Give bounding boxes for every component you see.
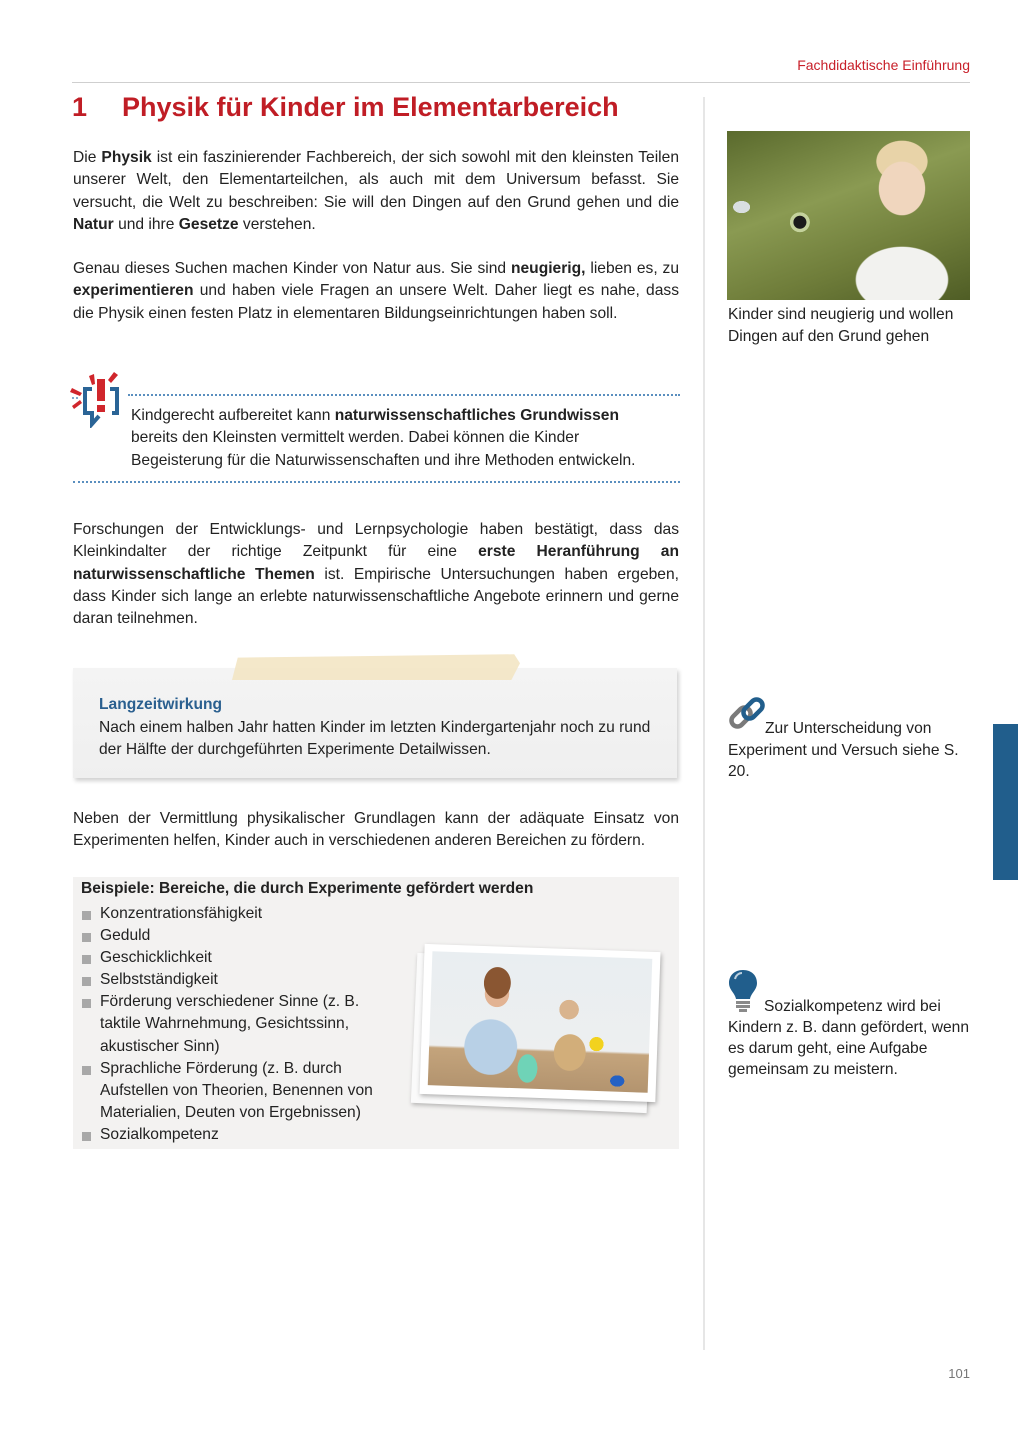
list-item-text: Konzentrationsfähigkeit xyxy=(100,905,263,922)
square-bullet-icon xyxy=(82,1132,91,1141)
header-rule xyxy=(72,82,970,83)
square-bullet-icon xyxy=(82,911,91,920)
list-item xyxy=(81,991,380,1057)
intro-paragraph xyxy=(73,147,679,236)
chapter-title xyxy=(72,92,619,123)
text-run: Genau dieses Suchen machen Kinder von Natur aus. Sie sind xyxy=(73,260,511,277)
tip-note: Sozialkompetenz wird bei Kindern z. B. dann gefördert, wenn es darum geht, eine Aufgabe gemeinsam zu meistern. xyxy=(728,998,969,1078)
examples-list xyxy=(81,903,401,1146)
square-bullet-icon xyxy=(82,999,91,1008)
list-item xyxy=(81,1124,401,1146)
bold-term: Physik xyxy=(101,149,152,166)
page-number: 101 xyxy=(948,1366,970,1381)
list-item-text: Förderung verschiedener Sinne (z. B. taktile Wahrnehmung, Gesichtssinn, akustischer Sinn) xyxy=(100,993,360,1055)
text-run: Kindgerecht aufbereitet kann xyxy=(131,407,335,424)
list-item-text: Selbstständigkeit xyxy=(100,971,218,989)
exclamation-speech-icon xyxy=(68,366,134,428)
longterm-text: Nach einem halben Jahr hatten Kinder im letzten Kindergartenjahr noch zu rund der Hälfte der durchgeführten Experimente Detailwissen. xyxy=(99,719,651,759)
benefits-paragraph xyxy=(73,808,679,853)
notice-text xyxy=(131,405,663,472)
notice-top-rule xyxy=(128,394,680,396)
list-item-text: Sprachliche Förderung (z. B. durch Aufstellen von Theorien, Benennen von Materialien, Deuten von Ergebnissen) xyxy=(100,1059,373,1121)
bold-term: erste Heranführung an naturwissenschaftliche Themen xyxy=(73,543,679,583)
bold-term: Gesetze xyxy=(178,215,239,233)
list-item xyxy=(81,925,401,947)
text-run: und ihre xyxy=(113,215,179,233)
square-bullet-icon xyxy=(82,1066,91,1075)
photo-front-print xyxy=(419,944,660,1102)
running-head: Fachdidaktische Einführung xyxy=(797,57,970,73)
bold-term: neugierig, xyxy=(510,260,586,277)
chapter-title-text: Physik für Kinder im Elementarbereich xyxy=(122,92,619,122)
photo-caption: Kinder sind neugierig und wollen Dingen auf den Grund gehen xyxy=(728,306,954,345)
text-run: ist ein faszinierender Fachbereich, der sich sowohl mit den kleinsten Teilen unserer Welt, den Elementarteilchen, als auch mit dem Universum befasst. Sie versucht, die Welt zu beschreiben: Sie will den Dingen auf den Grund gehen und die xyxy=(73,149,679,211)
text-run: Forschungen der Entwicklungs- und Lernpsychologie haben bestätigt, dass das Kleinkindalter der richtige Zeitpunkt für eine xyxy=(73,521,679,561)
text-run: lieben es, zu xyxy=(585,260,679,277)
text-run: Die xyxy=(73,149,102,166)
child-magnifier-photo xyxy=(727,131,970,300)
list-item xyxy=(81,969,401,991)
text-run: und haben viele Fragen an unsere Welt. Daher liegt es nahe, dass die Physik einen festen Platz in elementaren Bildungseinrichtungen haben soll. xyxy=(73,282,679,322)
list-item xyxy=(81,947,401,969)
longterm-title: Langzeitwirkung xyxy=(99,696,223,713)
bold-term: Natur xyxy=(73,215,114,233)
bold-term: experimentieren xyxy=(73,282,194,300)
text-run: ist. Empirische Untersuchungen haben ergeben, dass Kinder sich lange an erlebte naturwissenschaftliche Angebote erinnern und gerne daran teilnehmen. xyxy=(73,565,679,628)
text-run: verstehen. xyxy=(238,215,316,233)
examples-title: Beispiele: Bereiche, die durch Experimente gefördert werden xyxy=(81,880,534,897)
bold-term: naturwissenschaftliches Grundwissen xyxy=(334,407,619,424)
experiment-photo xyxy=(418,948,666,1108)
research-paragraph xyxy=(73,519,679,630)
curiosity-paragraph xyxy=(73,258,679,325)
column-divider xyxy=(703,97,705,1350)
text-run: bereits den Kleinsten vermittelt werden. Dabei können die Kinder Begeisterung für die Naturwissenschaften und ihre Methoden entwickeln. xyxy=(131,429,636,469)
text-run: Neben der Vermittlung physikalischer Grundlagen kann der adäquate Einsatz von Experimenten helfen, Kinder auch in verschiedenen anderen Bereichen zu fördern. xyxy=(73,810,679,850)
list-item xyxy=(81,903,401,925)
chapter-tab-marker xyxy=(993,724,1018,880)
list-item-text: Geschicklichkeit xyxy=(100,949,212,967)
list-item xyxy=(81,1058,410,1124)
chapter-number: 1 xyxy=(72,92,88,122)
square-bullet-icon xyxy=(82,977,91,986)
square-bullet-icon xyxy=(82,955,91,964)
cross-reference-note: Zur Unterscheidung von Experiment und Versuch siehe S. 20. xyxy=(728,720,959,780)
list-item-text: Sozialkompetenz xyxy=(100,1125,219,1143)
list-item-text: Geduld xyxy=(100,927,151,945)
tape-decoration xyxy=(232,652,520,680)
photo-image xyxy=(428,951,653,1093)
square-bullet-icon xyxy=(82,933,91,942)
notice-bottom-rule xyxy=(73,481,680,483)
